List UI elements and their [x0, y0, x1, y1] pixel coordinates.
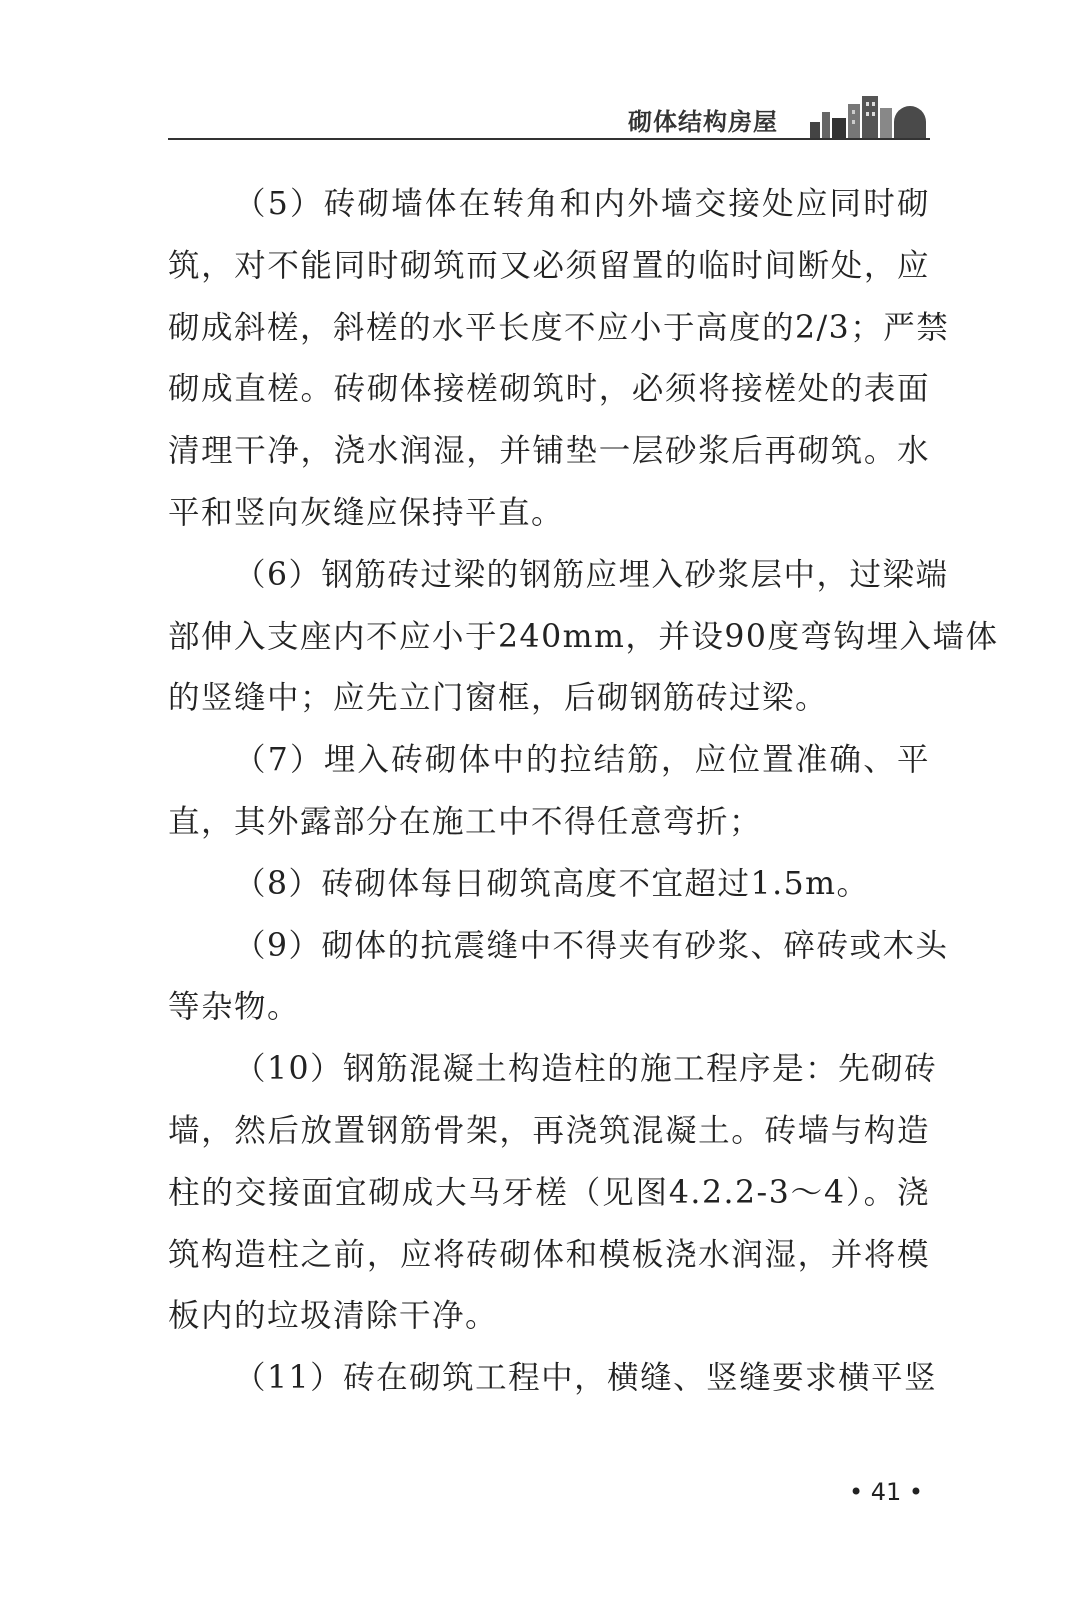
paragraph-11 — [168, 1348, 938, 1410]
text-line: 筑，对不能同时砌筑而又必须留置的临时间断处，应 — [168, 247, 930, 284]
paragraph-5 — [168, 174, 950, 545]
text-line: 砌成斜槎，斜槎的水平长度不应小于高度的2/3；严禁 — [168, 309, 950, 346]
building-skyline-icon — [808, 92, 930, 140]
body-text — [168, 174, 999, 1410]
text-line: 板内的垃圾清除干净。 — [168, 1298, 499, 1335]
text-line: 砌成直槎。砖砌体接槎砌筑时，必须将接槎处的表面 — [168, 371, 930, 408]
text-line: 柱的交接面宜砌成大马牙槎（见图4.2.2-3～4）。浇 — [168, 1174, 930, 1211]
text-line: 部伸入支座内不应小于240mm，并设90度弯钩埋入墙体 — [168, 618, 999, 655]
text-line: （11）砖在砌筑工程中，横缝、竖缝要求横平竖 — [234, 1360, 938, 1397]
paragraph-6 — [168, 545, 999, 730]
paragraph-9 — [168, 916, 949, 1040]
text-line: （7）埋入砖砌体中的拉结筋，应位置准确、平 — [234, 742, 930, 779]
text-line: （6）钢筋砖过梁的钢筋应埋入砂浆层中，过梁端 — [234, 556, 949, 593]
header-divider — [168, 138, 930, 140]
text-line: 的竖缝中；应先立门窗框，后砌钢筋砖过梁。 — [168, 680, 829, 717]
text-line: 清理干净，浇水润湿，并铺垫一层砂浆后再砌筑。水 — [168, 433, 930, 470]
text-line: 平和竖向灰缝应保持平直。 — [168, 494, 565, 531]
paragraph-8 — [168, 854, 930, 916]
text-line: （5）砖砌墙体在转角和内外墙交接处应同时砌 — [234, 186, 930, 222]
text-line: 等杂物。 — [168, 989, 301, 1026]
text-line: 墙，然后放置钢筋骨架，再浇筑混凝土。砖墙与构造 — [168, 1112, 930, 1149]
text-line: （9）砌体的抗震缝中不得夹有砂浆、碎砖或木头 — [234, 927, 949, 964]
paragraph-10 — [168, 1039, 938, 1348]
running-header — [168, 90, 930, 140]
text-line: （8）砖砌体每日砌筑高度不宜超过1.5m。 — [234, 865, 870, 902]
text-line: 直，其外露部分在施工中不得任意弯折； — [168, 803, 763, 840]
text-line: 筑构造柱之前，应将砖砌体和模板浇水润湿，并将模 — [168, 1236, 930, 1273]
running-header-title: 砌体结构房屋 — [628, 108, 778, 136]
page-number: • 41 • — [848, 1478, 924, 1506]
paragraph-7 — [168, 730, 930, 854]
text-line: （10）钢筋混凝土构造柱的施工程序是：先砌砖 — [234, 1051, 938, 1088]
